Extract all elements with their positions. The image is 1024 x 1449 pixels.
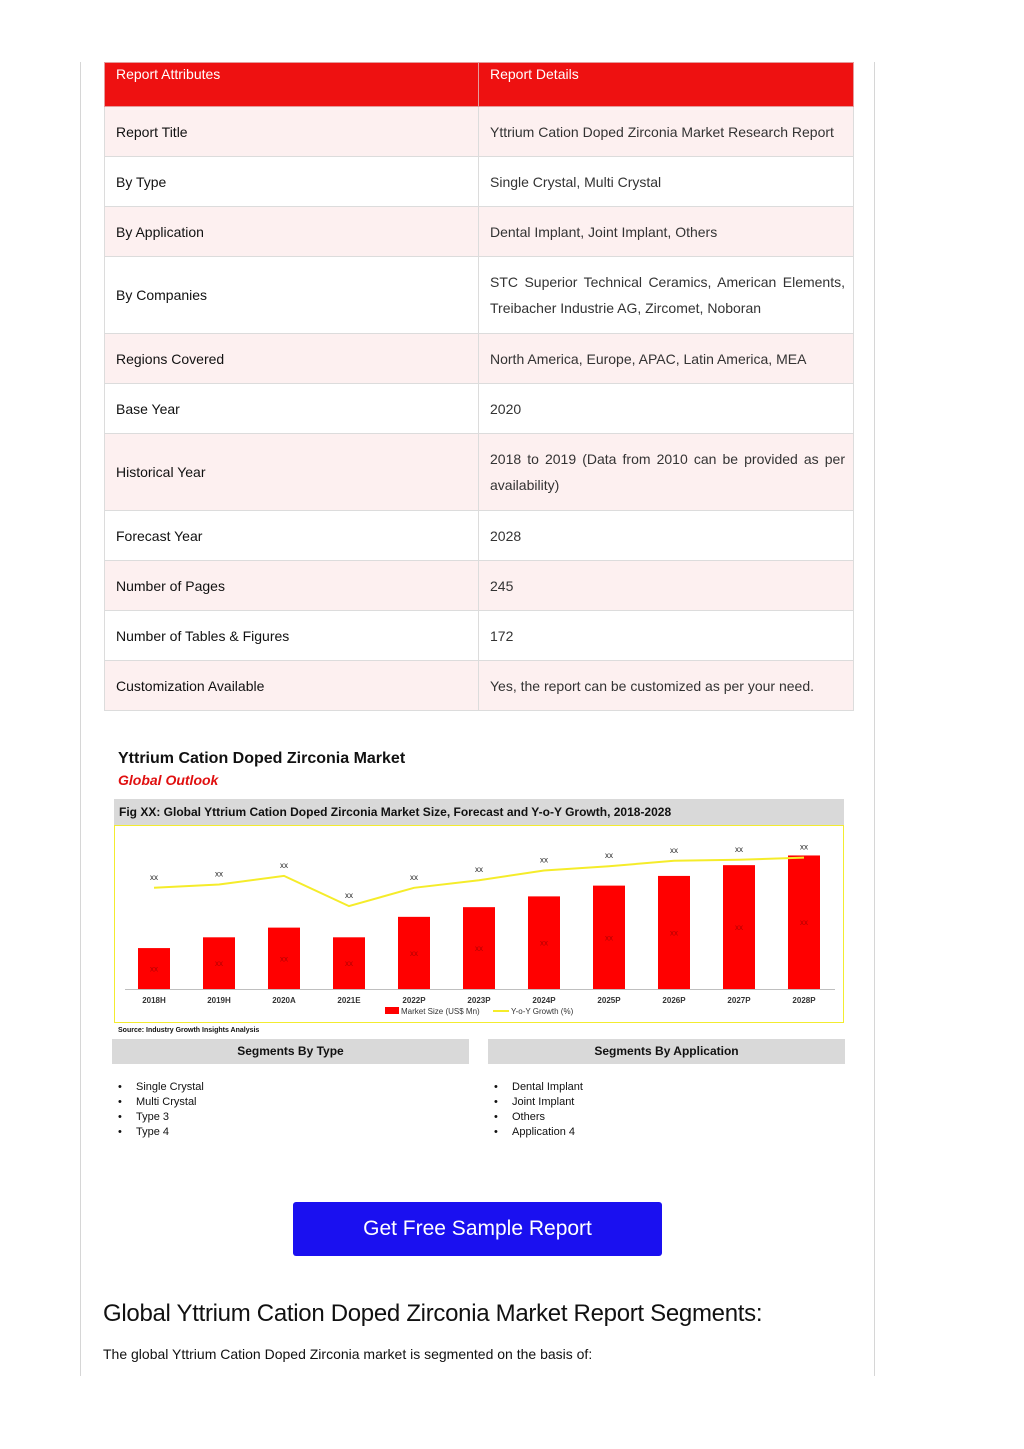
x-tick-label: 2027P [727,996,751,1005]
bar-label: xx [410,948,418,958]
bar-label: xx [605,933,613,943]
table-row [105,561,854,611]
header-report-attributes: Report Attributes [105,63,479,107]
legend-swatch-market-size [385,1007,399,1014]
x-tick-label: 2023P [467,996,491,1005]
growth-label: xx [670,845,678,855]
list-item: • Multi Crystal [118,1095,204,1110]
attribute-label: Number of Pages [105,561,479,611]
table-header-row [105,63,854,107]
bar-label: xx [800,918,808,928]
attribute-label: Report Title [105,107,479,157]
list-item: • Type 3 [118,1110,204,1125]
table-row [105,384,854,434]
growth-label: xx [410,872,418,882]
attribute-label: Number of Tables & Figures [105,611,479,661]
bar-label: xx [540,938,548,948]
bar-label: xx [475,944,483,954]
segments-by-type-list [118,1080,204,1140]
x-tick-label: 2022P [402,996,426,1005]
attribute-value: Yttrium Cation Doped Zirconia Market Research Report [479,107,854,157]
table-row [105,107,854,157]
figure-caption: Fig XX: Global Yttrium Cation Doped Zirconia Market Size, Forecast and Y-o-Y Growth, 2018-2028 [114,799,844,825]
growth-label: xx [475,865,483,875]
legend-label-market-size: Market Size (US$ Mn) [401,1007,480,1016]
growth-label: xx [800,842,808,852]
table-row [105,334,854,384]
x-tick-label: 2026P [662,996,686,1005]
bar-label: xx [735,923,743,933]
x-tick-label: 2020A [272,996,296,1005]
market-chart-svg [115,826,842,1021]
segments-by-application-heading: Segments By Application [488,1039,845,1064]
x-tick-label: 2025P [597,996,621,1005]
infographic-title: Yttrium Cation Doped Zirconia Market [118,750,406,767]
growth-label: xx [605,851,613,861]
table-row [105,257,854,334]
bar-label: xx [345,959,353,969]
bar-label: xx [150,964,158,974]
list-item: • Others [494,1110,583,1125]
list-item: • Type 4 [118,1125,204,1140]
table-row [105,661,854,711]
get-free-sample-report-button[interactable]: Get Free Sample Report [293,1202,662,1256]
x-tick-label: 2019H [207,996,231,1005]
list-item: • Application 4 [494,1125,583,1140]
growth-label: xx [280,860,288,870]
market-chart [114,825,844,1023]
bar-label: xx [280,954,288,964]
x-tick-label: 2028P [792,996,816,1005]
x-tick-label: 2021E [337,996,361,1005]
growth-label: xx [215,869,223,879]
page-border-left [80,62,81,1376]
segments-section-title: Global Yttrium Cation Doped Zirconia Market Report Segments: [103,1300,763,1327]
legend-label-growth: Y-o-Y Growth (%) [511,1007,574,1016]
attribute-label: Regions Covered [105,334,479,384]
x-tick-label: 2024P [532,996,556,1005]
growth-label: xx [345,891,353,901]
attribute-value: Dental Implant, Joint Implant, Others [479,207,854,257]
attribute-label: Base Year [105,384,479,434]
attribute-value: Yes, the report can be customized as per your need. [479,661,854,711]
attribute-value: 2028 [479,511,854,561]
segments-by-type-heading: Segments By Type [112,1039,469,1064]
x-tick-label: 2018H [142,996,166,1005]
table-row [105,157,854,207]
growth-label: xx [150,872,158,882]
header-report-details: Report Details [479,63,854,107]
growth-label: xx [735,844,743,854]
segments-section-intro: The global Yttrium Cation Doped Zirconia market is segmented on the basis of: [103,1346,593,1362]
attribute-value: Single Crystal, Multi Crystal [479,157,854,207]
report-attributes-table [104,62,854,711]
attribute-label: Historical Year [105,434,479,511]
attribute-label: By Application [105,207,479,257]
chart-source: Source: Industry Growth Insights Analysis [118,1027,260,1034]
attribute-value: 2020 [479,384,854,434]
infographic-subtitle: Global Outlook [118,772,219,788]
segments-by-application-list [494,1080,583,1140]
list-item: • Dental Implant [494,1080,583,1095]
attribute-label: Customization Available [105,661,479,711]
bar-label: xx [670,928,678,938]
table-row [105,207,854,257]
page-border-right [874,62,875,1376]
growth-label: xx [540,855,548,865]
table-row [105,434,854,511]
list-item: • Joint Implant [494,1095,583,1110]
attribute-value: STC Superior Technical Ceramics, American Elements, Treibacher Industrie AG, Zircomet, Noboran [479,257,854,334]
attribute-value: 2018 to 2019 (Data from 2010 can be provided as per availability) [479,434,854,511]
table-row [105,511,854,561]
bar-label: xx [215,959,223,969]
attribute-label: Forecast Year [105,511,479,561]
attribute-label: By Type [105,157,479,207]
table-row [105,611,854,661]
attribute-value: 172 [479,611,854,661]
list-item: • Single Crystal [118,1080,204,1095]
attribute-label: By Companies [105,257,479,334]
attribute-value: North America, Europe, APAC, Latin America, MEA [479,334,854,384]
attribute-value: 245 [479,561,854,611]
